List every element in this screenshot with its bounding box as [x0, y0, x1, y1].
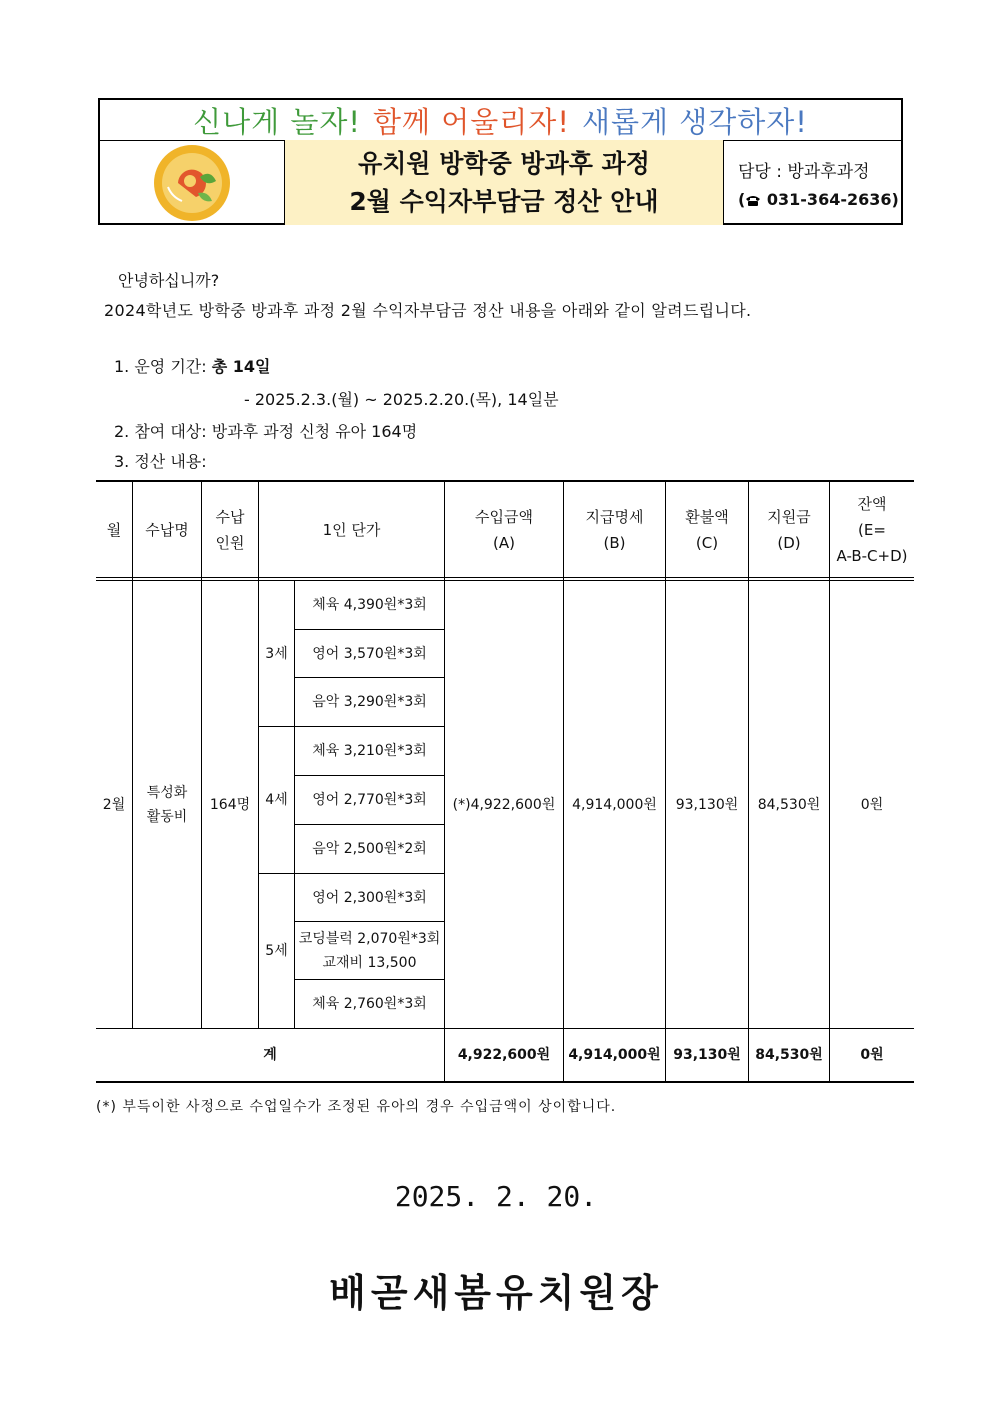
kindergarten-logo: [148, 143, 236, 223]
header-support-line-2: (D): [777, 533, 801, 552]
cell-support: 84,530원: [757, 796, 821, 813]
header-balance-line-1: 잔액: [857, 494, 887, 513]
header-refund: [666, 482, 748, 577]
item-1-label: 1. 운영 기간:: [114, 357, 212, 376]
cell-name: [133, 581, 201, 1028]
slogan: [100, 100, 901, 141]
phone-line: ( 031-364-2636 ): [738, 189, 899, 209]
item-1: [114, 354, 271, 377]
price-row: 체육 4,390원*3회: [312, 597, 427, 613]
total-paid: 4,914,000원: [568, 1047, 661, 1063]
title-line-1: 유치원 방학중 방과후 과정: [358, 148, 650, 178]
price-row-line-1: 코딩블럭 2,070원*3회: [298, 930, 441, 947]
price-row: 체육 3,210원*3회: [312, 743, 427, 759]
title-cell: [285, 140, 724, 225]
total-balance: 0원: [860, 1047, 884, 1063]
slogan-part-3: 새롭게 생각하자!: [581, 104, 808, 139]
age-3: 3세: [265, 645, 288, 662]
cell-balance: 0원: [860, 796, 884, 813]
price-row: [295, 922, 444, 979]
price-row: 영어 2,300원*3회: [312, 889, 427, 906]
item-1-value: 총 14일: [211, 357, 271, 376]
age-5: 5세: [265, 943, 288, 959]
item-2: 2. 참여 대상: 방과후 과정 신청 유아 164명: [114, 422, 418, 441]
header-support-line-1: 지원금: [767, 507, 811, 526]
header-income-line-2: (A): [493, 533, 515, 552]
price-row: 음악 3,290원*3회: [312, 694, 427, 710]
greeting: 안녕하십니까?: [118, 271, 220, 290]
item-3: 3. 정산 내용:: [114, 452, 207, 471]
header-income-line-1: 수입금액: [475, 507, 533, 526]
header-paid-line-1: 지급명세: [585, 507, 644, 526]
slogan-part-2: 함께 어울리자!: [373, 104, 570, 139]
header-name: 수납명: [145, 520, 189, 539]
cell-name-line-2: 활동비: [146, 808, 188, 825]
logo-cell: [100, 140, 285, 225]
cell-paid: 4,914,000원: [572, 796, 657, 813]
cell-count: 164명: [209, 796, 251, 813]
header-count-line-1: 수납: [215, 507, 245, 526]
signer: 배곧새봄유치원장: [329, 1270, 663, 1315]
price-row: 영어 2,770원*3회: [312, 792, 427, 808]
header-paid: [564, 482, 665, 577]
header-month: 월: [106, 520, 122, 539]
cell-refund: 93,130원: [675, 796, 739, 813]
header-balance: [830, 482, 914, 577]
price-row: 음악 2,500원*2회: [312, 841, 427, 857]
cell-income: (*)4,922,600원: [452, 796, 556, 813]
price-row: 체육 2,760원*3회: [312, 996, 427, 1012]
intro-text: 2024학년도 방학중 방과후 과정 2월 수익자부담금 정산 내용을 아래와 같이 알려드립니다.: [104, 301, 752, 320]
phone-icon: (: [738, 190, 761, 209]
phone-number: 031-364-2636: [766, 189, 892, 209]
cell-month: 2월: [102, 796, 126, 813]
total-refund: 93,130원: [673, 1047, 741, 1063]
header-refund-line-1: 환불액: [685, 507, 729, 526]
price-row: 영어 3,570원*3회: [312, 645, 427, 662]
slogan-part-1: 신나게 놀자!: [193, 104, 362, 139]
header-count-line-2: 인원: [215, 533, 245, 552]
header-support: [749, 482, 829, 577]
header-box: [98, 98, 903, 225]
item-1-period: - 2025.2.3.(월) ~ 2025.2.20.(목), 14일분: [244, 390, 559, 409]
cell-name-line-1: 특성화: [146, 784, 188, 801]
header-unit-price: 1인 단가: [322, 520, 381, 539]
title-line-2: 2월 수익자부담금 정산 안내: [349, 186, 659, 216]
age-4: 4세: [265, 792, 288, 808]
header-balance-line-2: (E=: [858, 520, 886, 539]
total-income: 4,922,600원: [457, 1047, 551, 1063]
document-date: 2025. 2. 20.: [394, 1180, 598, 1213]
total-label: 계: [263, 1047, 277, 1063]
header-refund-line-2: (C): [695, 533, 719, 552]
total-support: 84,530원: [755, 1047, 823, 1063]
header-count: [202, 482, 258, 577]
contact-cell: [724, 140, 902, 225]
settlement-table: [96, 480, 914, 1083]
price-row-line-2: 교재비 13,500: [322, 954, 417, 971]
header-balance-line-3: A-B-C+D): [836, 546, 908, 565]
header-income: [445, 482, 563, 577]
contact-label: 담당 : 방과후과정: [738, 161, 870, 182]
header-paid-line-2: (B): [603, 533, 626, 552]
footnote: (*) 부득이한 사정으로 수업일수가 조정된 유아의 경우 수입금액이 상이합니다.: [96, 1099, 617, 1115]
